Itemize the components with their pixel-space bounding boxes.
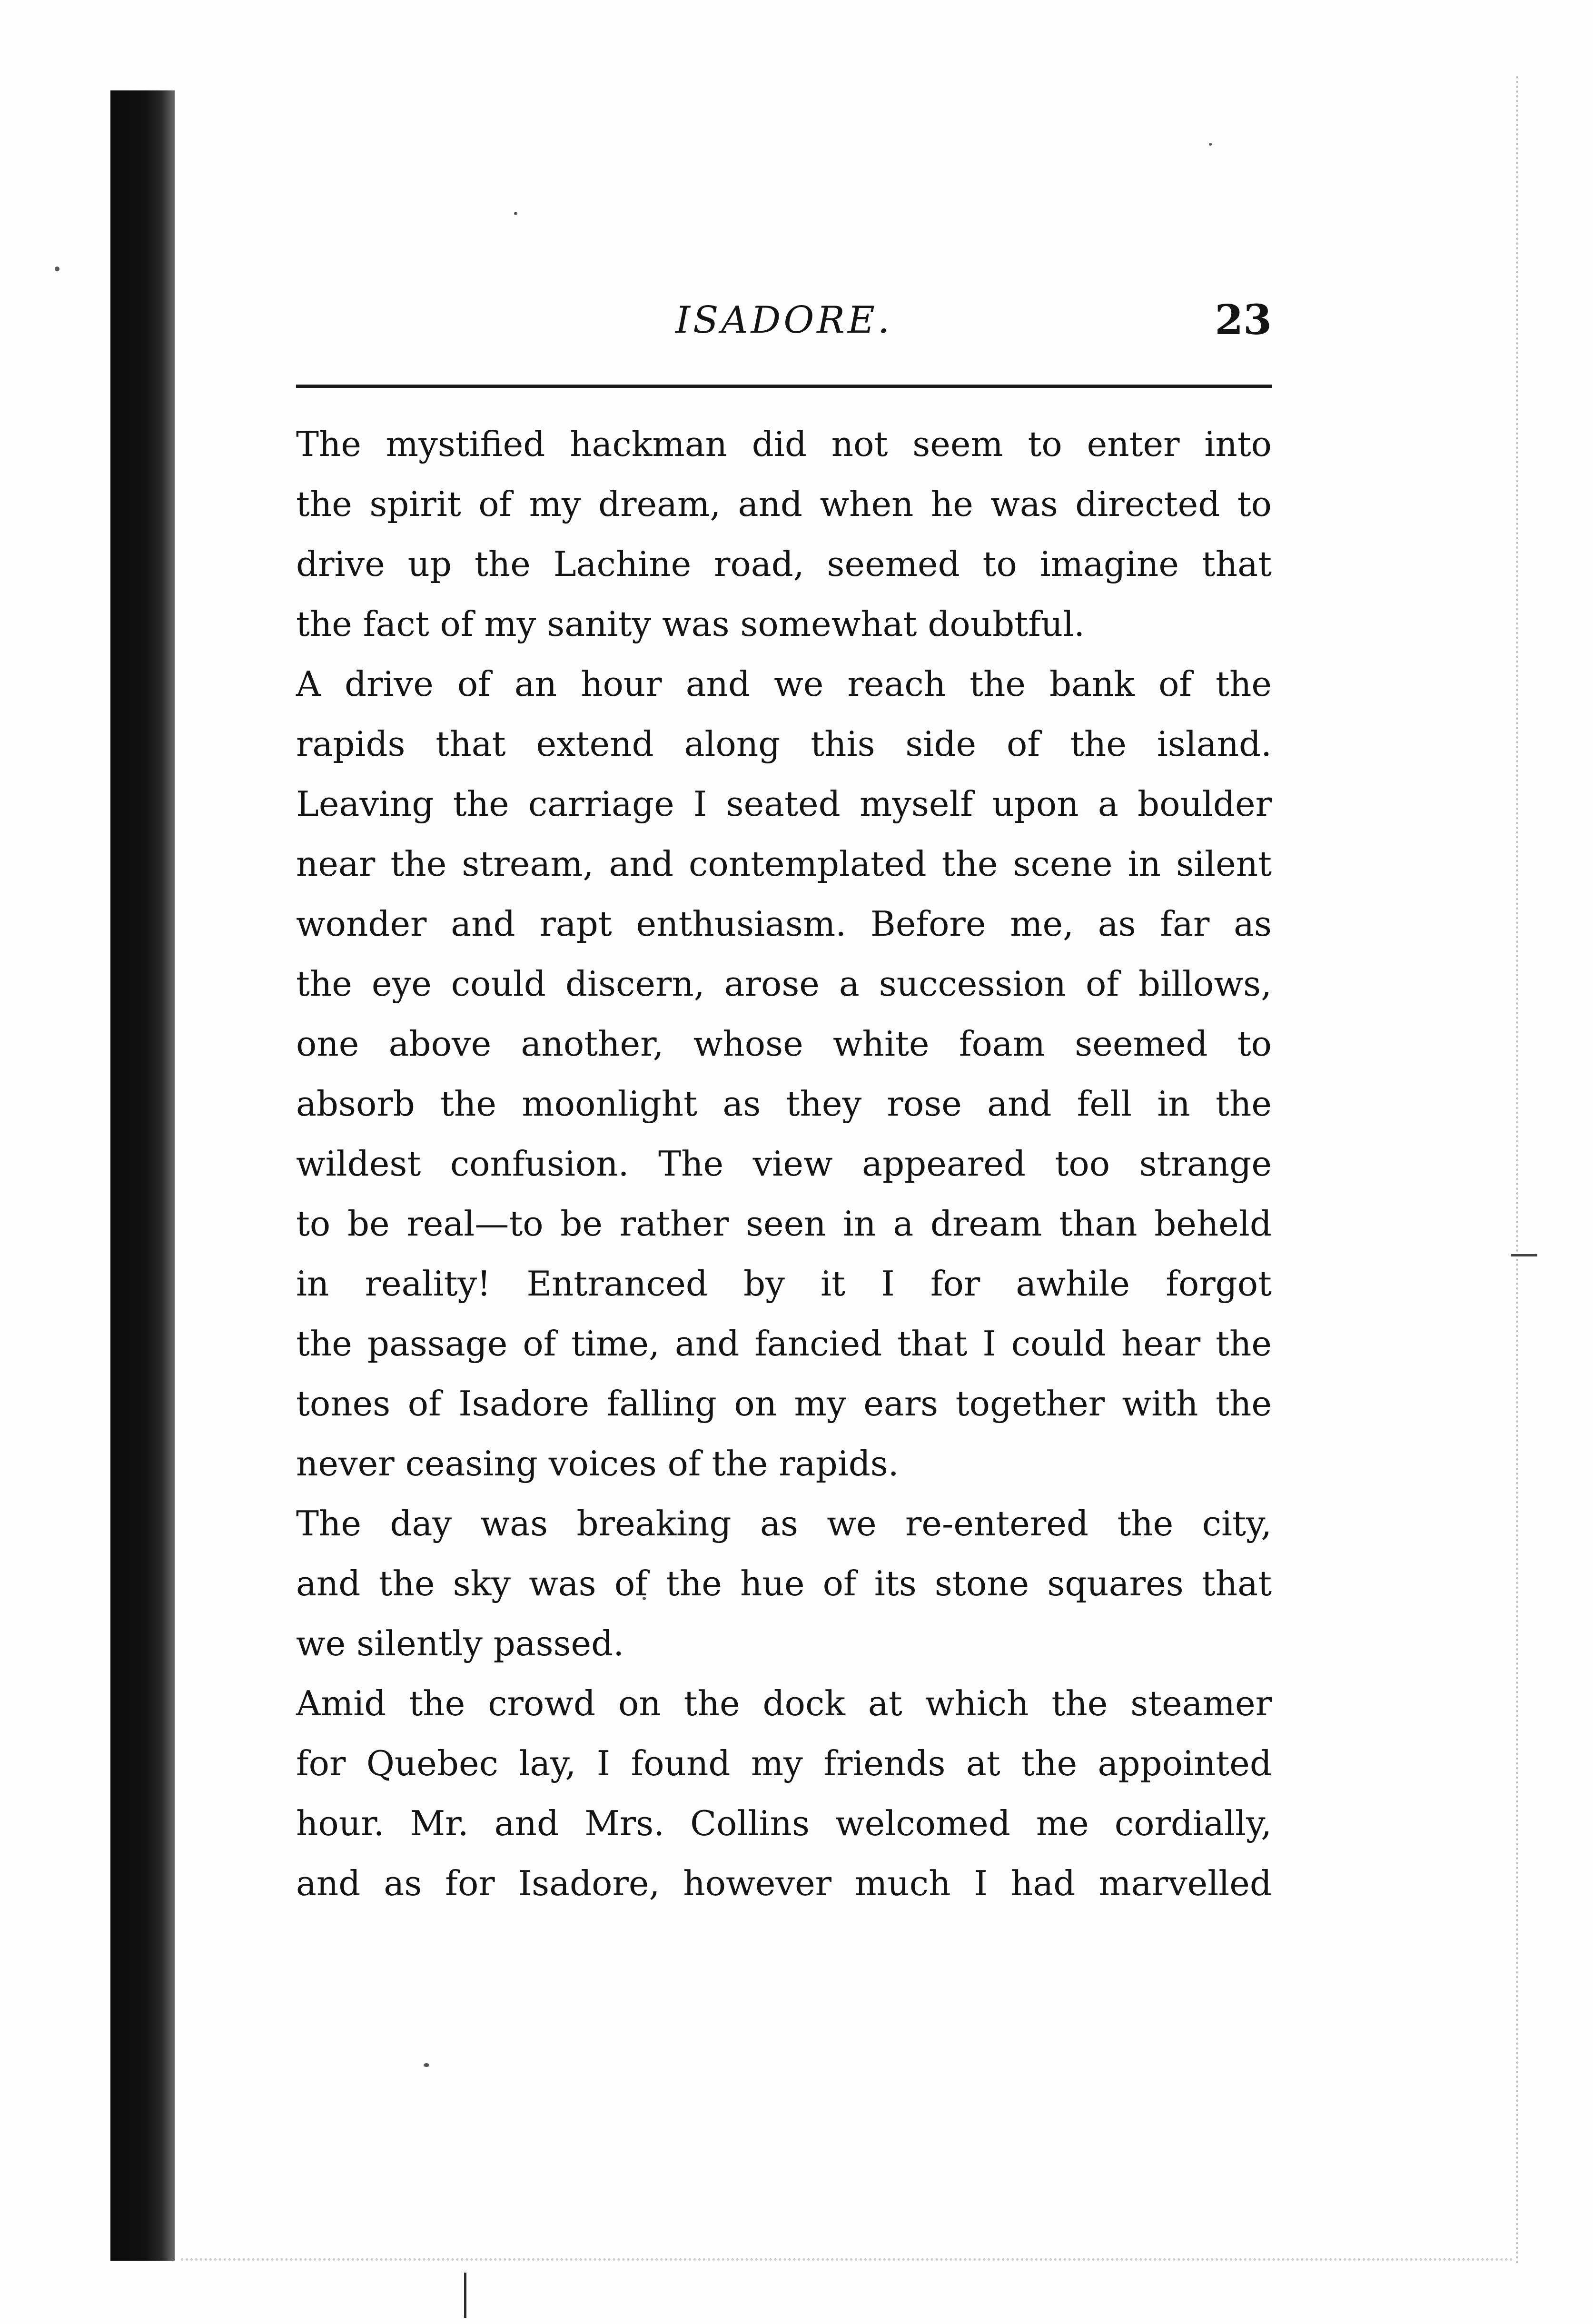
- text-line: drive up the Lachine road, seemed to imagine that: [296, 544, 1272, 584]
- text-line: the passage of time, and fancied that I could hear the: [296, 1324, 1272, 1364]
- text-line: in reality! Entranced by it I for awhile forgot: [296, 1264, 1272, 1304]
- binding-edge: [110, 90, 175, 2261]
- bottom-edge-mark: [464, 2273, 466, 2318]
- text-line: we silently passed.: [296, 1623, 624, 1663]
- text-line: The day was breaking as we re-entered the city,: [296, 1503, 1272, 1543]
- text-line: wonder and rapt enthusiasm. Before me, as far as: [296, 904, 1272, 944]
- text-line: never ceasing voices of the rapids.: [296, 1444, 899, 1483]
- text-line: the eye could discern, arose a succession of billows,: [296, 964, 1272, 1004]
- text-line: The mystified hackman did not seem to enter into: [296, 424, 1272, 464]
- text-line: Leaving the carriage I seated myself upon a boulder: [296, 784, 1272, 824]
- text-line: one above another, whose white foam seemed to: [296, 1024, 1272, 1064]
- scan-speck: [1209, 143, 1212, 146]
- text-line: the spirit of my dream, and when he was directed to: [296, 484, 1272, 524]
- bottom-page-edge: [181, 2258, 1514, 2261]
- scan-speck: [424, 2063, 429, 2067]
- text-line: rapids that extend along this side of the island.: [296, 724, 1272, 764]
- scan-speck: [514, 212, 517, 215]
- text-line: near the stream, and contemplated the scene in silent: [296, 844, 1272, 884]
- running-title: ISADORE.: [675, 299, 892, 342]
- text-line: for Quebec lay, I found my friends at the appointed: [296, 1743, 1272, 1783]
- scan-speck: [55, 267, 59, 271]
- text-line: absorb the moonlight as they rose and fell in the: [296, 1084, 1272, 1124]
- text-line: tones of Isadore falling on my ears together with the: [296, 1384, 1272, 1424]
- running-header: [296, 289, 1272, 346]
- text-line: to be real—to be rather seen in a dream than beheld: [296, 1204, 1272, 1244]
- text-line: the fact of my sanity was somewhat doubtful.: [296, 604, 1085, 644]
- right-edge-mark: [1511, 1254, 1537, 1256]
- right-page-edge: [1516, 76, 1518, 2265]
- body-text: [296, 414, 1272, 1913]
- header-rule: [296, 385, 1272, 388]
- text-line: wildest confusion. The view appeared too strange: [296, 1144, 1272, 1184]
- text-line: A drive of an hour and we reach the bank of the: [296, 664, 1272, 704]
- text-line: Amid the crowd on the dock at which the steamer: [296, 1683, 1272, 1723]
- text-line: and the sky was of the hue of its stone squares that: [296, 1563, 1272, 1603]
- page-number: 23: [1215, 296, 1272, 344]
- text-line: hour. Mr. and Mrs. Collins welcomed me cordially,: [296, 1803, 1272, 1843]
- text-line: and as for Isadore, however much I had marvelled: [296, 1863, 1272, 1903]
